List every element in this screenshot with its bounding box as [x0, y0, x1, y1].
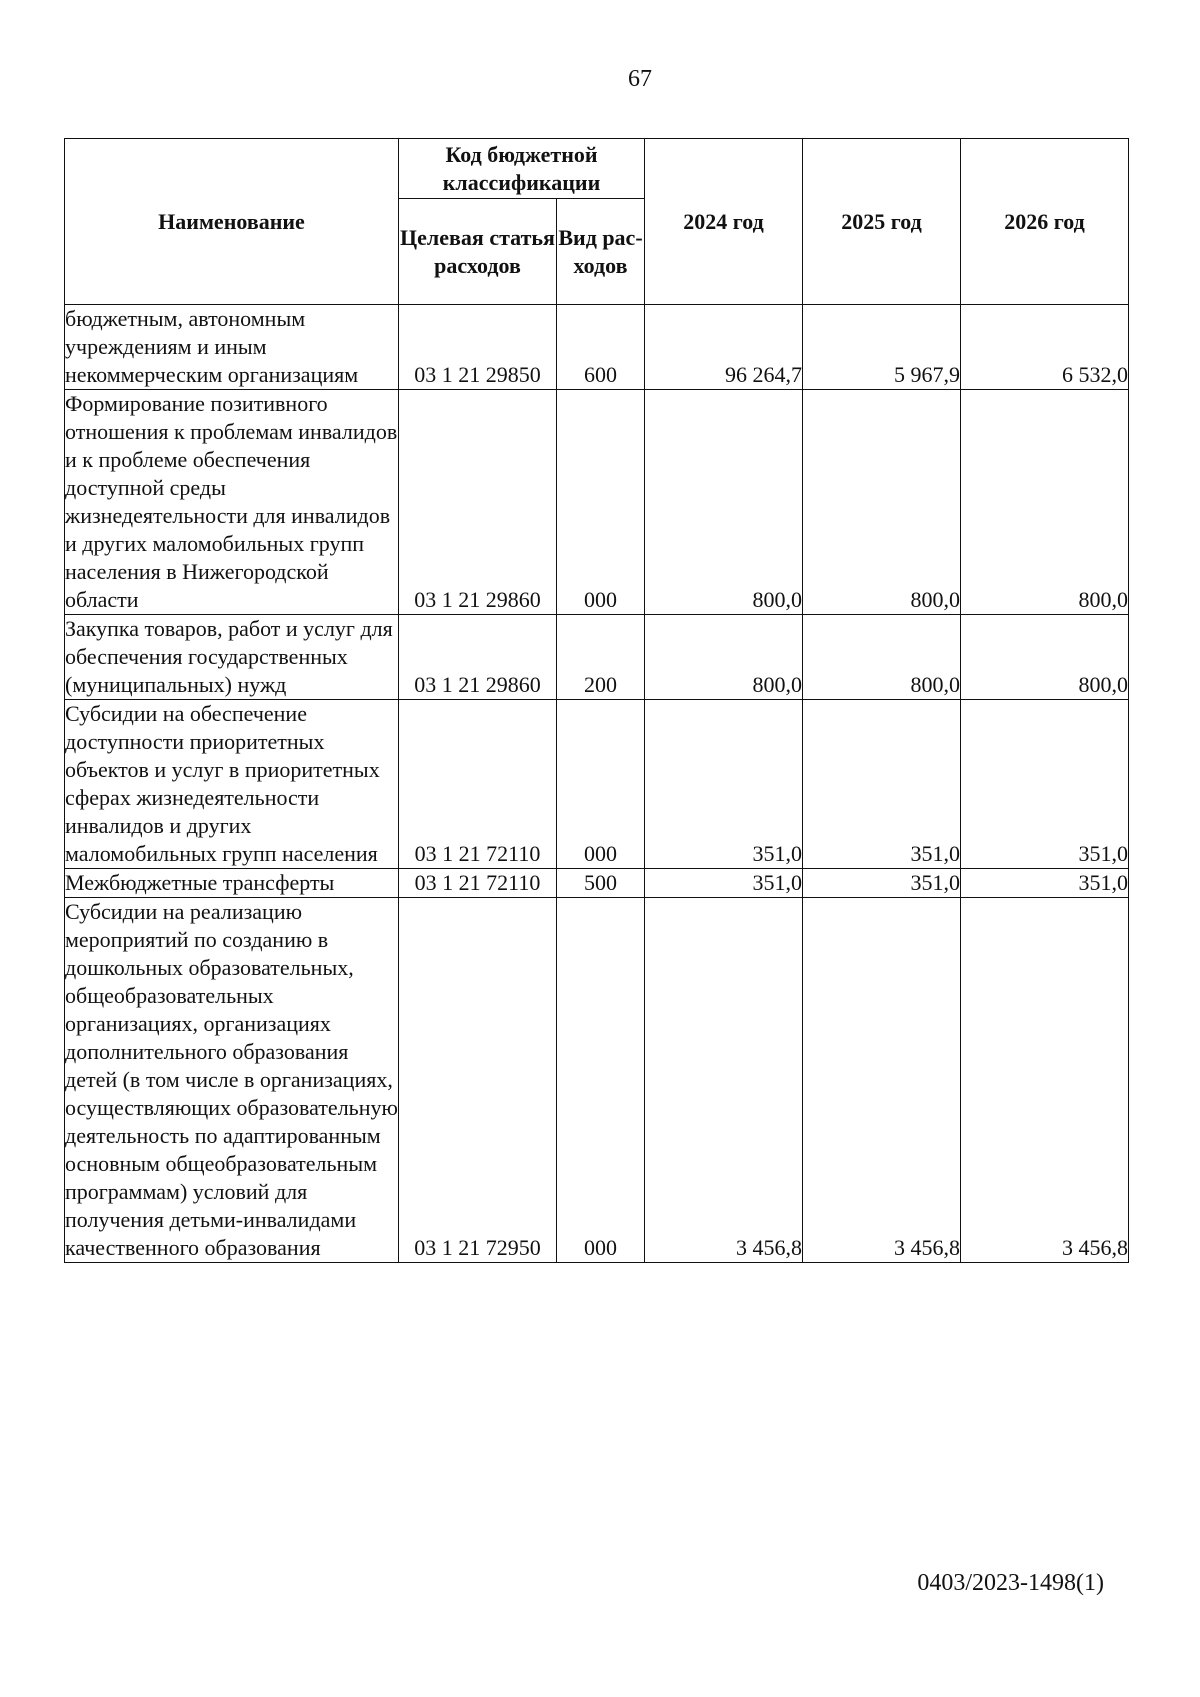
row-target-code: 03 1 21 72110: [399, 869, 557, 898]
row-target-code: 03 1 21 29860: [399, 615, 557, 700]
row-target-code: 03 1 21 29850: [399, 305, 557, 390]
row-2026: 800,0: [961, 390, 1129, 615]
row-2025: 351,0: [803, 869, 961, 898]
row-2024: 3 456,8: [645, 898, 803, 1263]
row-expense-type: 600: [557, 305, 645, 390]
row-name: Формирование позитивного отношения к проблемам инвалидов и к проблеме обеспечения доступной среды жизнедеятельности для инвалидов и других маломобильных групп населения в Нижегородской области: [65, 390, 399, 615]
row-name: Субсидии на реализацию мероприятий по созданию в дошкольных образовательных, общеобразовательных организациях, организациях дополнительного образования детей (в том числе в организациях, осуществляющих образовательную деятельность по адаптированным основным общеобразовательным программам) условий для получения детьми-инвалидами качественного образования: [65, 898, 399, 1263]
row-name: Субсидии на обеспечение доступности приоритетных объектов и услуг в приоритетных сферах жизнедеятельности инвалидов и других маломобильных групп населения: [65, 700, 399, 869]
document-number: 0403/2023-1498(1): [917, 1570, 1104, 1596]
row-expense-type: 500: [557, 869, 645, 898]
header-2024: 2024 год: [645, 139, 803, 305]
header-2025: 2025 год: [803, 139, 961, 305]
row-2024: 800,0: [645, 390, 803, 615]
row-2026: 351,0: [961, 869, 1129, 898]
budget-table: [64, 138, 1129, 1263]
row-2024: 351,0: [645, 700, 803, 869]
row-2026: 3 456,8: [961, 898, 1129, 1263]
row-2025: 3 456,8: [803, 898, 961, 1263]
row-target-code: 03 1 21 29860: [399, 390, 557, 615]
header-code-group: Код бюджетной классификации: [399, 139, 645, 199]
row-2026: 6 532,0: [961, 305, 1129, 390]
row-name: Закупка товаров, работ и услуг для обеспечения государственных (муниципальных) нужд: [65, 615, 399, 700]
table-row: [65, 390, 1129, 615]
row-target-code: 03 1 21 72110: [399, 700, 557, 869]
row-target-code: 03 1 21 72950: [399, 898, 557, 1263]
header-target: Целевая статья расходов: [399, 199, 557, 305]
row-expense-type: 000: [557, 700, 645, 869]
row-name: бюджетным, автономным учреждениям и иным некоммерческим организациям: [65, 305, 399, 390]
table-row: [65, 615, 1129, 700]
header-name: Наименование: [65, 139, 399, 305]
row-2025: 5 967,9: [803, 305, 961, 390]
row-2025: 800,0: [803, 615, 961, 700]
row-2024: 96 264,7: [645, 305, 803, 390]
table-row: [65, 700, 1129, 869]
row-expense-type: 000: [557, 390, 645, 615]
row-2024: 351,0: [645, 869, 803, 898]
row-2026: 351,0: [961, 700, 1129, 869]
header-type: Вид рас-ходов: [557, 199, 645, 305]
row-2026: 800,0: [961, 615, 1129, 700]
row-name: Межбюджетные трансферты: [65, 869, 399, 898]
row-2025: 800,0: [803, 390, 961, 615]
table-row: [65, 898, 1129, 1263]
page-number: 67: [628, 66, 652, 92]
table-row: [65, 869, 1129, 898]
table-row: [65, 305, 1129, 390]
row-2025: 351,0: [803, 700, 961, 869]
row-2024: 800,0: [645, 615, 803, 700]
row-expense-type: 000: [557, 898, 645, 1263]
header-2026: 2026 год: [961, 139, 1129, 305]
row-expense-type: 200: [557, 615, 645, 700]
